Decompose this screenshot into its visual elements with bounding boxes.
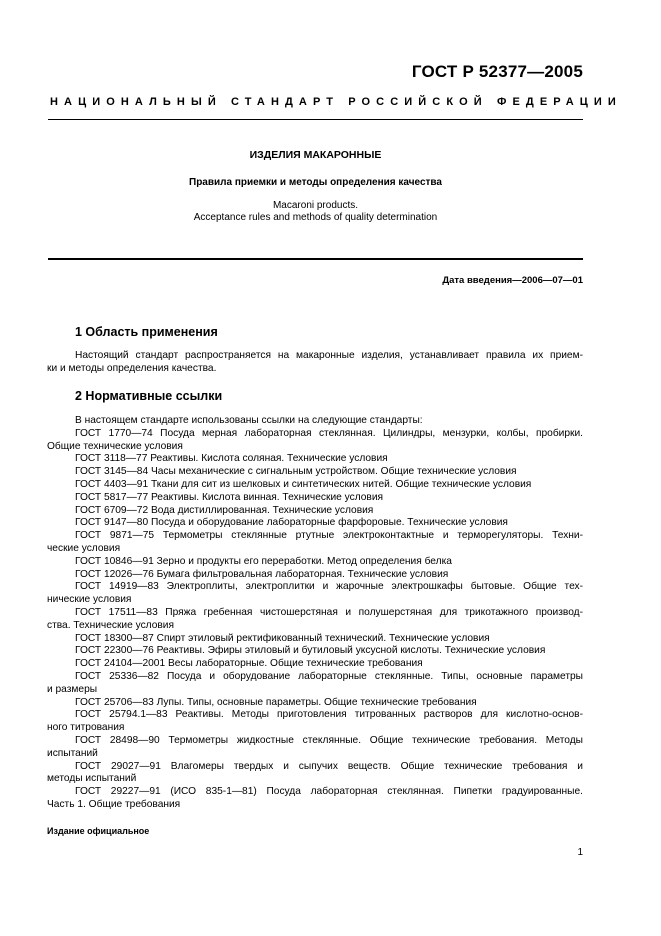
official-edition-note: Издание официальное bbox=[47, 826, 150, 836]
reference-line: ГОСТ 9871—75 Термометры стеклянные ртутные электроконтактные и терморегуляторы. Техни- bbox=[75, 530, 583, 542]
introduction-date: Дата введения—2006—07—01 bbox=[442, 275, 583, 286]
reference-line: ГОСТ 10846—91 Зерно и продукты его переработки. Метод определения белка bbox=[75, 555, 452, 567]
reference-line: ГОСТ 6709—72 Вода дистиллированная. Технические условия bbox=[75, 504, 374, 516]
reference-line: ГОСТ 3145—84 Часы механические с сигнальным устройством. Общие технические условия bbox=[75, 466, 517, 478]
english-title-line-1: Macaroni products. bbox=[272, 200, 359, 211]
national-standard-banner: НАЦИОНАЛЬНЫЙ СТАНДАРТ РОССИЙСКОЙ ФЕДЕРАЦИИ bbox=[50, 96, 622, 108]
reference-line: ГОСТ 12026—76 Бумага фильтровальная лабораторная. Технические условия bbox=[75, 568, 449, 580]
reference-continuation: Общие технические условия bbox=[47, 440, 183, 452]
reference-continuation: ного титрования bbox=[47, 722, 125, 734]
page-number: 1 bbox=[577, 847, 583, 858]
reference-line: ГОСТ 3118—77 Реактивы. Кислота соляная. Технические условия bbox=[75, 453, 388, 465]
text-line: В настоящем стандарте использованы ссылки на следующие стандарты: bbox=[75, 415, 423, 426]
reference-continuation: ства. Технические условия bbox=[47, 619, 175, 631]
reference-continuation: ческие условия bbox=[47, 542, 121, 554]
reference-line: ГОСТ 18300—87 Спирт этиловый ректификованный технический. Технические условия bbox=[75, 632, 490, 644]
reference-line: ГОСТ 28498—90 Термометры жидкостные стеклянные. Общие технические требования. Методы bbox=[75, 734, 583, 746]
section-2-heading: 2 Нормативные ссылки bbox=[75, 389, 223, 403]
english-title-line-2: Acceptance rules and methods of quality determination bbox=[193, 212, 438, 223]
reference-line: ГОСТ 22300—76 Реактивы. Эфиры этиловый и бутиловый уксусной кислоты. Технические условия bbox=[75, 645, 546, 657]
text-line: ки и методы определения качества. bbox=[47, 363, 217, 374]
reference-continuation: испытаний bbox=[47, 747, 98, 759]
reference-line: ГОСТ 9147—80 Посуда и оборудование лабораторные фарфоровые. Технические условия bbox=[75, 517, 508, 529]
document-title: ИЗДЕЛИЯ МАКАРОННЫЕ bbox=[249, 149, 382, 161]
reference-line: ГОСТ 25336—82 Посуда и оборудование лабораторные стеклянные. Типы, основные параметры bbox=[75, 670, 583, 682]
reference-line: ГОСТ 24104—2001 Весы лабораторные. Общие технические требования bbox=[75, 658, 423, 670]
reference-line: ГОСТ 1770—74 Посуда мерная лабораторная стеклянная. Цилиндры, мензурки, колбы, пробирки. bbox=[75, 427, 583, 439]
reference-line: ГОСТ 25706—83 Лупы. Типы, основные параметры. Общие технические требования bbox=[75, 696, 477, 708]
section-1-heading: 1 Область применения bbox=[75, 325, 218, 339]
text-line: Настоящий стандарт распространяется на макаронные изделия, устанавливает правила их прием- bbox=[75, 350, 583, 361]
reference-line: ГОСТ 4403—91 Ткани для сит из шелковых и синтетических нитей. Общие технические условия bbox=[75, 478, 532, 490]
reference-continuation: нические условия bbox=[47, 594, 132, 606]
reference-continuation: и размеры bbox=[47, 683, 98, 695]
reference-line: ГОСТ 14919—83 Электроплиты, электроплитки и жарочные электрошкафы бытовые. Общие тех- bbox=[75, 581, 583, 593]
reference-continuation: Часть 1. Общие требования bbox=[47, 798, 181, 810]
reference-continuation: методы испытаний bbox=[47, 773, 137, 785]
section-1-body bbox=[47, 349, 583, 375]
reference-line: ГОСТ 5817—77 Реактивы. Кислота винная. Технические условия bbox=[75, 491, 384, 503]
header-divider bbox=[48, 119, 583, 120]
reference-line: ГОСТ 29027—91 Влагомеры твердых и сыпучих веществ. Общие технические требования и bbox=[75, 760, 583, 772]
document-subtitle: Правила приемки и методы определения качества bbox=[189, 177, 442, 188]
reference-line: ГОСТ 17511—83 Пряжа гребенная чистошерстяная и полушерстяная для трикотажного производ- bbox=[75, 606, 583, 618]
title-divider bbox=[48, 258, 583, 260]
reference-line: ГОСТ 25794.1—83 Реактивы. Методы приготовления титрованных растворов для кислотно-основ- bbox=[75, 709, 583, 721]
normative-references-list bbox=[47, 415, 583, 812]
standard-code: ГОСТ Р 52377—2005 bbox=[411, 62, 583, 81]
reference-line: ГОСТ 29227—91 (ИСО 835-1—81) Посуда лабораторная стеклянная. Пипетки градуированные. bbox=[75, 786, 583, 798]
